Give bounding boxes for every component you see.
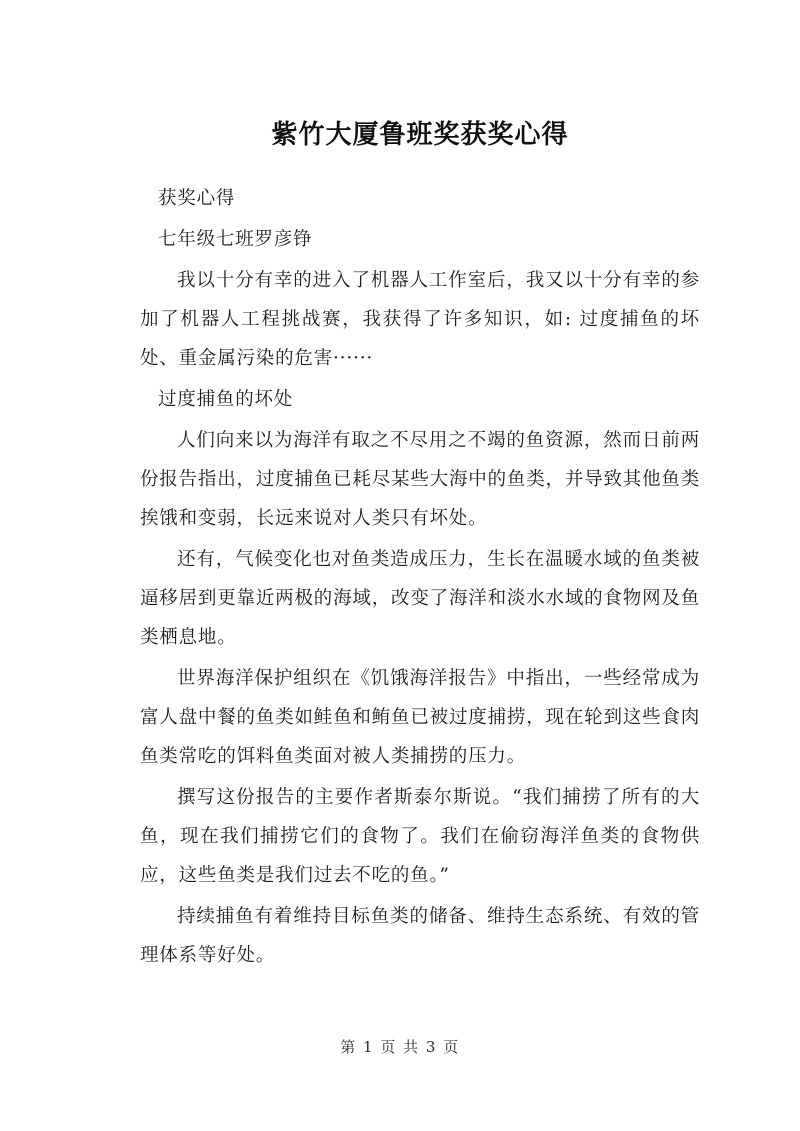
paragraph-sustainable-fishing: 持续捕鱼有着维持目标鱼类的储备、维持生态系统、有效的管理体系等好处。 [140,906,700,967]
document-byline: 七年级七班罗彦铮 [158,229,313,251]
paragraph-intro: 我以十分有幸的进入了机器人工作室后，我又以十分有幸的参加了机器人工程挑战赛，我获得了许多知识，如: 过度捕鱼的坏处、重金属污染的危害······ [140,270,700,370]
paragraph-author-quote: 撰写这份报告的主要作者斯泰尔斯说。“我们捕捞了所有的大鱼，现在我们捕捞它们的食物了。我们在偷窃海洋鱼类的食物供应，这些鱼类是我们过去不吃的鱼。” [140,787,700,887]
paragraph-fish-resources: 人们向来以为海洋有取之不尽用之不竭的鱼资源，然而日前两份报告指出，过度捕鱼已耗尽某些大海中的鱼类，并导致其他鱼类挨饿和变弱，长远来说对人类只有坏处。 [140,430,700,530]
paragraph-hungry-ocean-report: 世界海洋保护组织在《饥饿海洋报告》中指出，一些经常成为富人盘中餐的鱼类如鲑鱼和鲔鱼已被过度捕捞，现在轮到这些食肉鱼类常吃的饵料鱼类面对被人类捕捞的压力。 [140,668,700,768]
page-footer: 第 1 页 共 3 页 [340,1038,460,1056]
paragraph-climate-change: 还有，气候变化也对鱼类造成压力，生长在温暖水域的鱼类被逼移居到更靠近两极的海域，改变了海洋和淡水水域的食物网及鱼类栖息地。 [140,549,700,649]
section-heading-overfishing: 过度捕鱼的坏处 [158,389,294,411]
page-title: 紫竹大厦鲁班奖获奖心得 [271,120,569,150]
document-content [140,118,700,977]
document-subheading: 获奖心得 [158,188,236,210]
